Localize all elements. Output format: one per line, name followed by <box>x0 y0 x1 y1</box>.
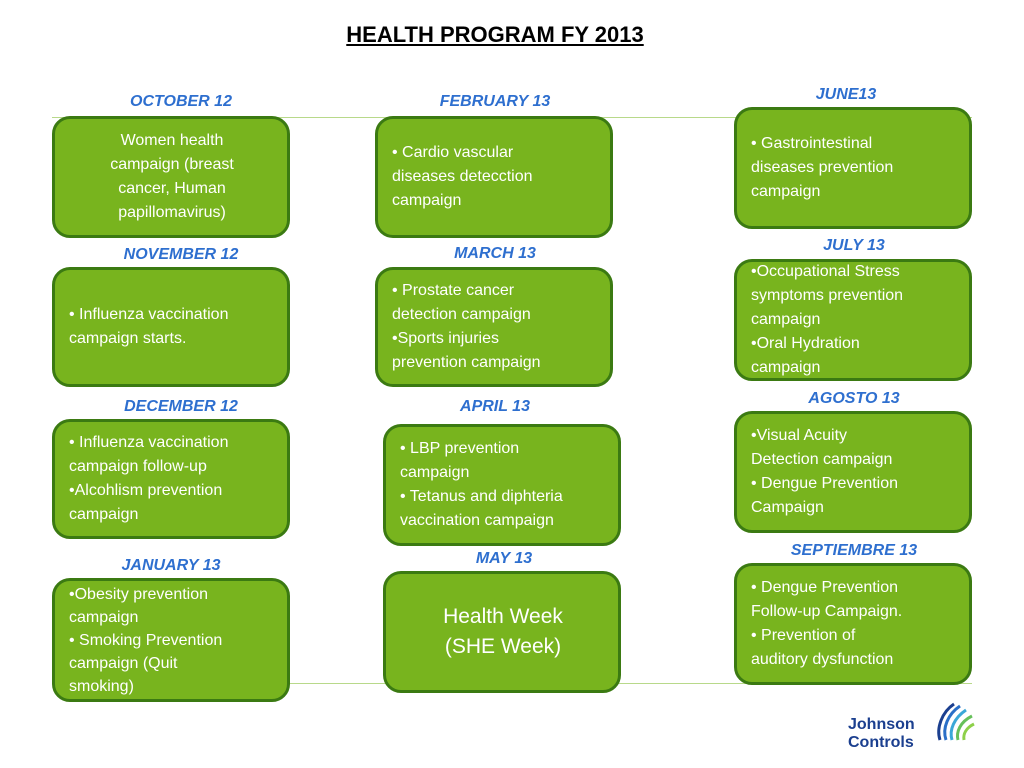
box-line: vaccination campaign <box>400 512 554 529</box>
campaign-box-october <box>52 116 290 238</box>
month-label-july: JULY 13 <box>823 237 885 254</box>
box-line: (SHE Week) <box>444 635 562 658</box>
johnson-controls-logo-icon <box>932 700 976 744</box>
box-line: • Gastrointestinal <box>751 135 873 152</box>
month-label-april: APRIL 13 <box>460 398 530 415</box>
box-line: Follow-up Campaign. <box>751 603 903 620</box>
box-line: •Visual Acuity <box>751 427 848 444</box>
month-label-may: MAY 13 <box>475 550 533 567</box>
campaign-box-february <box>375 116 613 238</box>
campaign-box-april <box>383 424 621 546</box>
campaign-box-november <box>52 267 290 387</box>
box-line: campaign starts. <box>69 330 187 347</box>
month-label-june: JUNE13 <box>815 86 877 103</box>
month-label-december: DECEMBER 12 <box>124 398 238 415</box>
month-label-septiembre: SEPTIEMBRE 13 <box>790 542 918 559</box>
box-line: Campaign <box>751 499 824 516</box>
box-line: •Oral Hydration <box>751 335 860 352</box>
box-line: campaign <box>751 359 821 376</box>
box-line: diseases detecction <box>392 168 533 185</box>
logo-text-controls: Controls <box>848 734 914 751</box>
box-line: auditory dysfunction <box>751 651 894 668</box>
campaign-box-march <box>375 267 613 387</box>
box-line: smoking) <box>69 677 134 695</box>
box-line: campaign <box>751 311 821 328</box>
campaign-box-july <box>734 259 972 381</box>
box-line: campaign <box>400 464 470 481</box>
box-line: prevention campaign <box>392 354 541 371</box>
box-line: • Dengue Prevention <box>751 475 899 492</box>
box-line: campaign <box>69 608 139 626</box>
box-line: campaign (breast <box>110 156 234 173</box>
month-label-agosto: AGOSTO 13 <box>808 390 900 407</box>
box-line: • Dengue Prevention <box>751 579 899 596</box>
box-line: detection campaign <box>392 306 531 323</box>
box-line: symptoms prevention <box>751 287 904 304</box>
logo-text-johnson: Johnson <box>848 716 915 733</box>
campaign-box-agosto <box>734 411 972 533</box>
box-line: papillomavirus) <box>118 204 226 221</box>
box-line: •Occupational Stress <box>751 263 900 280</box>
box-line: • LBP prevention <box>400 440 520 457</box>
company-logo <box>848 700 978 756</box>
box-line: diseases prevention <box>751 159 894 176</box>
box-line: campaign follow-up <box>69 458 207 475</box>
box-line: cancer, Human <box>118 180 226 197</box>
box-line: campaign <box>751 183 821 200</box>
campaign-box-june <box>734 107 972 229</box>
campaign-box-december <box>52 419 290 539</box>
box-line: • Cardio vascular <box>392 144 514 161</box>
box-line: • Smoking Prevention <box>69 631 223 649</box>
box-line: Health Week <box>443 605 563 628</box>
box-line: •Obesity prevention <box>69 585 209 603</box>
month-label-march: MARCH 13 <box>454 245 536 262</box>
box-line: campaign <box>69 506 139 523</box>
campaign-box-january <box>52 578 290 702</box>
box-line: • Prostate cancer <box>392 282 515 299</box>
box-line: • Tetanus and diphteria <box>400 488 563 505</box>
box-line: • Influenza vaccination <box>69 434 229 451</box>
month-label-november: NOVEMBER 12 <box>123 246 239 263</box>
page-title: HEALTH PROGRAM FY 2013 <box>346 22 644 47</box>
box-line: campaign <box>392 192 462 209</box>
month-label-october: OCTOBER 12 <box>130 93 232 110</box>
box-line: •Alcohlism prevention <box>69 482 223 499</box>
box-line: • Prevention of <box>751 627 856 644</box>
campaign-box-septiembre <box>734 563 972 685</box>
box-line: Women health <box>120 132 224 149</box>
box-line: campaign (Quit <box>69 654 178 672</box>
month-label-february: FEBRUARY 13 <box>439 93 551 110</box>
box-line: Detection campaign <box>751 451 893 468</box>
month-label-january: JANUARY 13 <box>121 557 221 574</box>
box-line: • Influenza vaccination <box>69 306 229 323</box>
campaign-box-may <box>383 571 621 693</box>
box-line: •Sports injuries <box>392 330 499 347</box>
